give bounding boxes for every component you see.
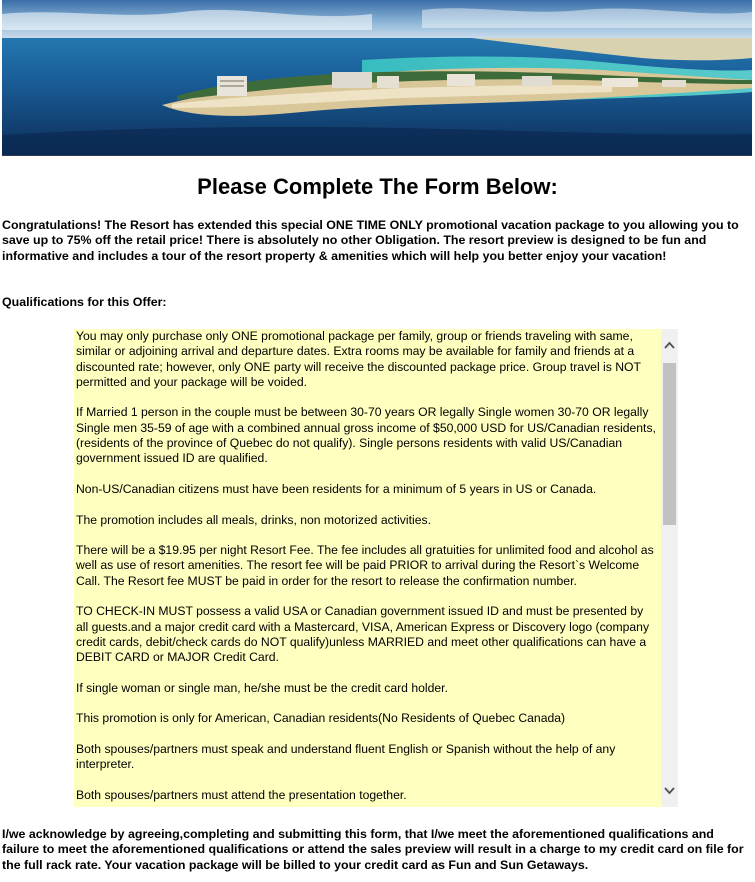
resort-banner-image — [2, 0, 752, 156]
scrollbar-thumb[interactable] — [663, 363, 676, 525]
qualifications-title: Qualifications for this Offer: — [2, 295, 167, 309]
qualification-item: The promotion includes all meals, drinks, non motorized activities. — [76, 512, 431, 527]
chevron-up-icon[interactable] — [661, 337, 678, 354]
qualification-item: If Married 1 person in the couple must be between 30-70 years OR legally Single women 30-70 OR legally Single men 35-59 of age with a combined annual gross income of $50,000 USD for US/Canadian residents, (residents of the province of Quebec do not qualify). Single persons residents with valid US/Canadian government issued ID are qualified. — [76, 405, 656, 466]
qualifications-list — [76, 329, 658, 807]
qualification-item: This promotion is only for American, Canadian residents(No Residents of Quebec Canada) — [76, 711, 566, 726]
acknowledgement-text: I/we acknowledge by agreeing,completing and submitting this form, that I/we meet the aforementioned qualifications and failure to meet the aforementioned qualifications or attend the sales preview will result in a charge to my credit card on file for the full rack rate. Your vacation package will be billed to your credit card as Fun and Sun Getaways. — [2, 827, 744, 872]
page-title: Please Complete The Form Below: — [197, 174, 558, 199]
qualification-item: Both spouses/partners must attend the presentation together. — [76, 787, 407, 802]
qualification-item: There will be a $19.95 per night Resort Fee. The fee includes all gratuities for unlimited food and alcohol as well as use of resort amenities. The resort fee will be paid PRIOR to arrival during the Resort`s Welcome Call. The Resort fee MUST be paid in order for the resort to release the confirmation number. — [76, 543, 654, 588]
qualification-item: Non-US/Canadian citizens must have been residents for a minimum of 5 years in US or Canada. — [76, 481, 597, 496]
qualification-item: You may only purchase only ONE promotional package per family, group or friends traveling with same, similar or adjoining arrival and departure dates. Extra rooms may be available for family and friends at a discounted rate; however, only ONE party will receive the discounted package price. Group travel is NOT permitted and your package will be voided. — [76, 329, 641, 389]
qualifications-scroll-box[interactable] — [74, 329, 678, 807]
qualification-item: TO CHECK-IN MUST possess a valid USA or Canadian government issued ID and must be presented by all guests.and a major credit card with a Mastercard, VISA, American Express or Discovery logo (company credit cards, debit/check cards do NOT qualify)unless MARRIED and meet other qualifications can have a DEBIT CARD or MAJOR Credit Card. — [76, 604, 650, 665]
qualification-item: Both spouses/partners must speak and understand fluent English or Spanish without the help of any interpreter. — [76, 742, 616, 772]
intro-text: Congratulations! The Resort has extended this special ONE TIME ONLY promotional vacation package to you allowing you to save up to 75% off the retail price! There is absolutely no other Obligation. The resort preview is designed to be fun and informative and includes a tour of the resort property & amenities which will help you better enjoy your vacation! — [2, 218, 739, 263]
chevron-down-icon[interactable] — [661, 782, 678, 799]
vertical-scrollbar[interactable] — [661, 329, 678, 807]
qualification-item: If single woman or single man, he/she must be the credit card holder. — [76, 680, 448, 695]
